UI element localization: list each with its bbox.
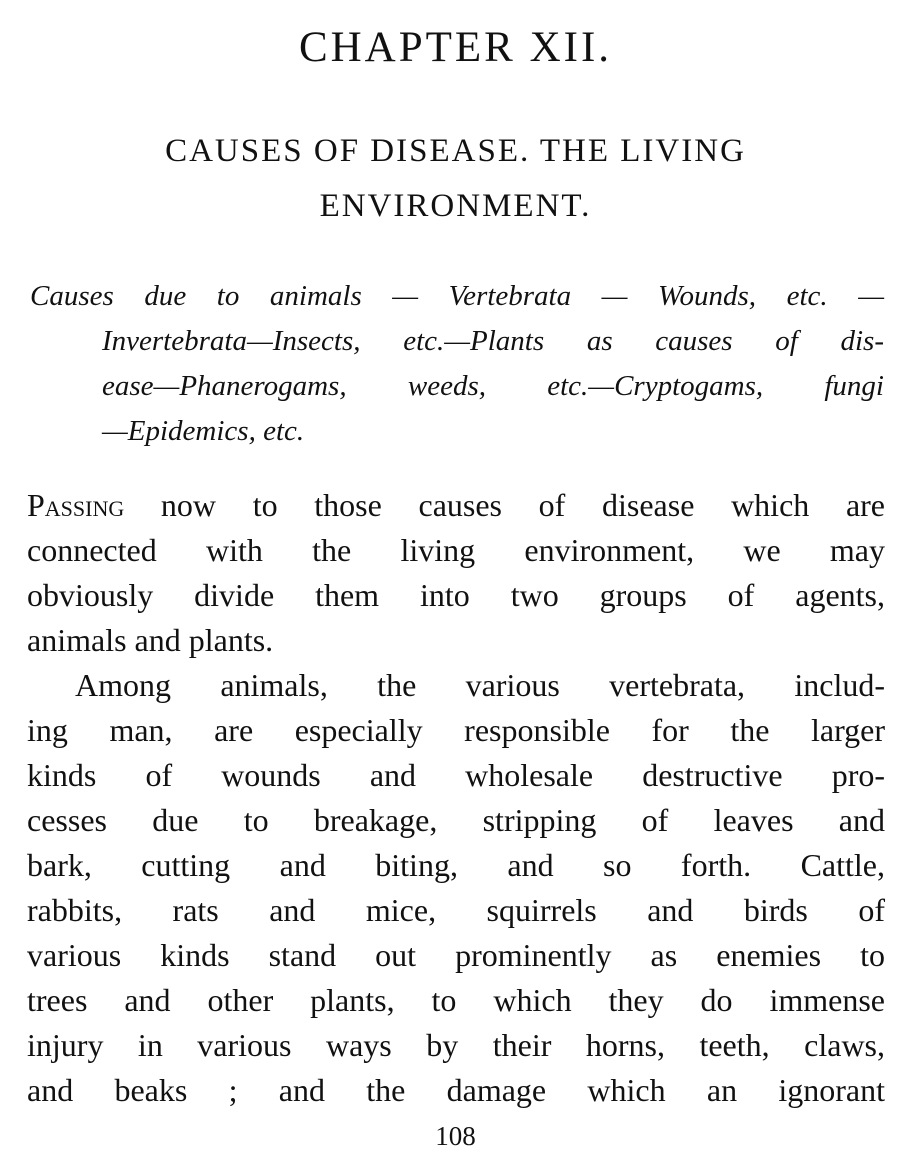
paragraph-2-line: cesses due to breakage, stripping of leaves and [27, 802, 885, 838]
chapter-title: CHAPTER XII. [298, 24, 613, 71]
paragraph-2-line: rabbits, rats and mice, squirrels and birds of [27, 892, 885, 928]
paragraph-2-line: ing man, are especially responsible for the larger [27, 712, 885, 748]
paragraph-1-line-1-rest: now to those causes of disease which are [124, 487, 885, 523]
synopsis-line: —Epidemics, etc. [102, 415, 305, 447]
synopsis-line: Invertebrata—Insects, etc.—Plants as causes of dis- [102, 325, 884, 357]
paragraph-2-line: injury in various ways by their horns, teeth, claws, [27, 1027, 885, 1063]
paragraph-1-line: connected with the living environment, we may [27, 532, 885, 568]
paragraph-2-line: bark, cutting and biting, and so forth. Cattle, [27, 847, 885, 883]
page-number: 108 [435, 1121, 476, 1151]
section-title-line-2: ENVIRONMENT. [319, 188, 592, 224]
body-text [27, 483, 885, 1113]
synopsis-line: Causes due to animals — Vertebrata — Wounds, etc. — [30, 280, 884, 312]
section-title-line-1: CAUSES OF DISEASE. THE LIVING [165, 133, 746, 169]
chapter-synopsis [30, 274, 884, 454]
paragraph-1-line: obviously divide them into two groups of agents, [27, 577, 885, 613]
section-title [0, 124, 911, 234]
paragraph-2-line: various kinds stand out prominently as enemies to [27, 937, 885, 973]
paragraph-2-line: trees and other plants, to which they do immense [27, 982, 885, 1018]
paragraph-1-line: animals and plants. [27, 622, 274, 658]
drop-word-rest: assing [44, 487, 125, 523]
paragraph-2-line: kinds of wounds and wholesale destructive pro- [27, 757, 885, 793]
paragraph-2-line: and beaks ; and the damage which an ignorant [27, 1072, 885, 1108]
paragraph-2-line: Among animals, the various vertebrata, includ- [75, 667, 885, 703]
drop-word-initial: P [27, 487, 45, 523]
paragraph-1-line-1 [27, 483, 885, 528]
synopsis-line: ease—Phanerogams, weeds, etc.—Cryptogams, fungi [102, 370, 884, 402]
